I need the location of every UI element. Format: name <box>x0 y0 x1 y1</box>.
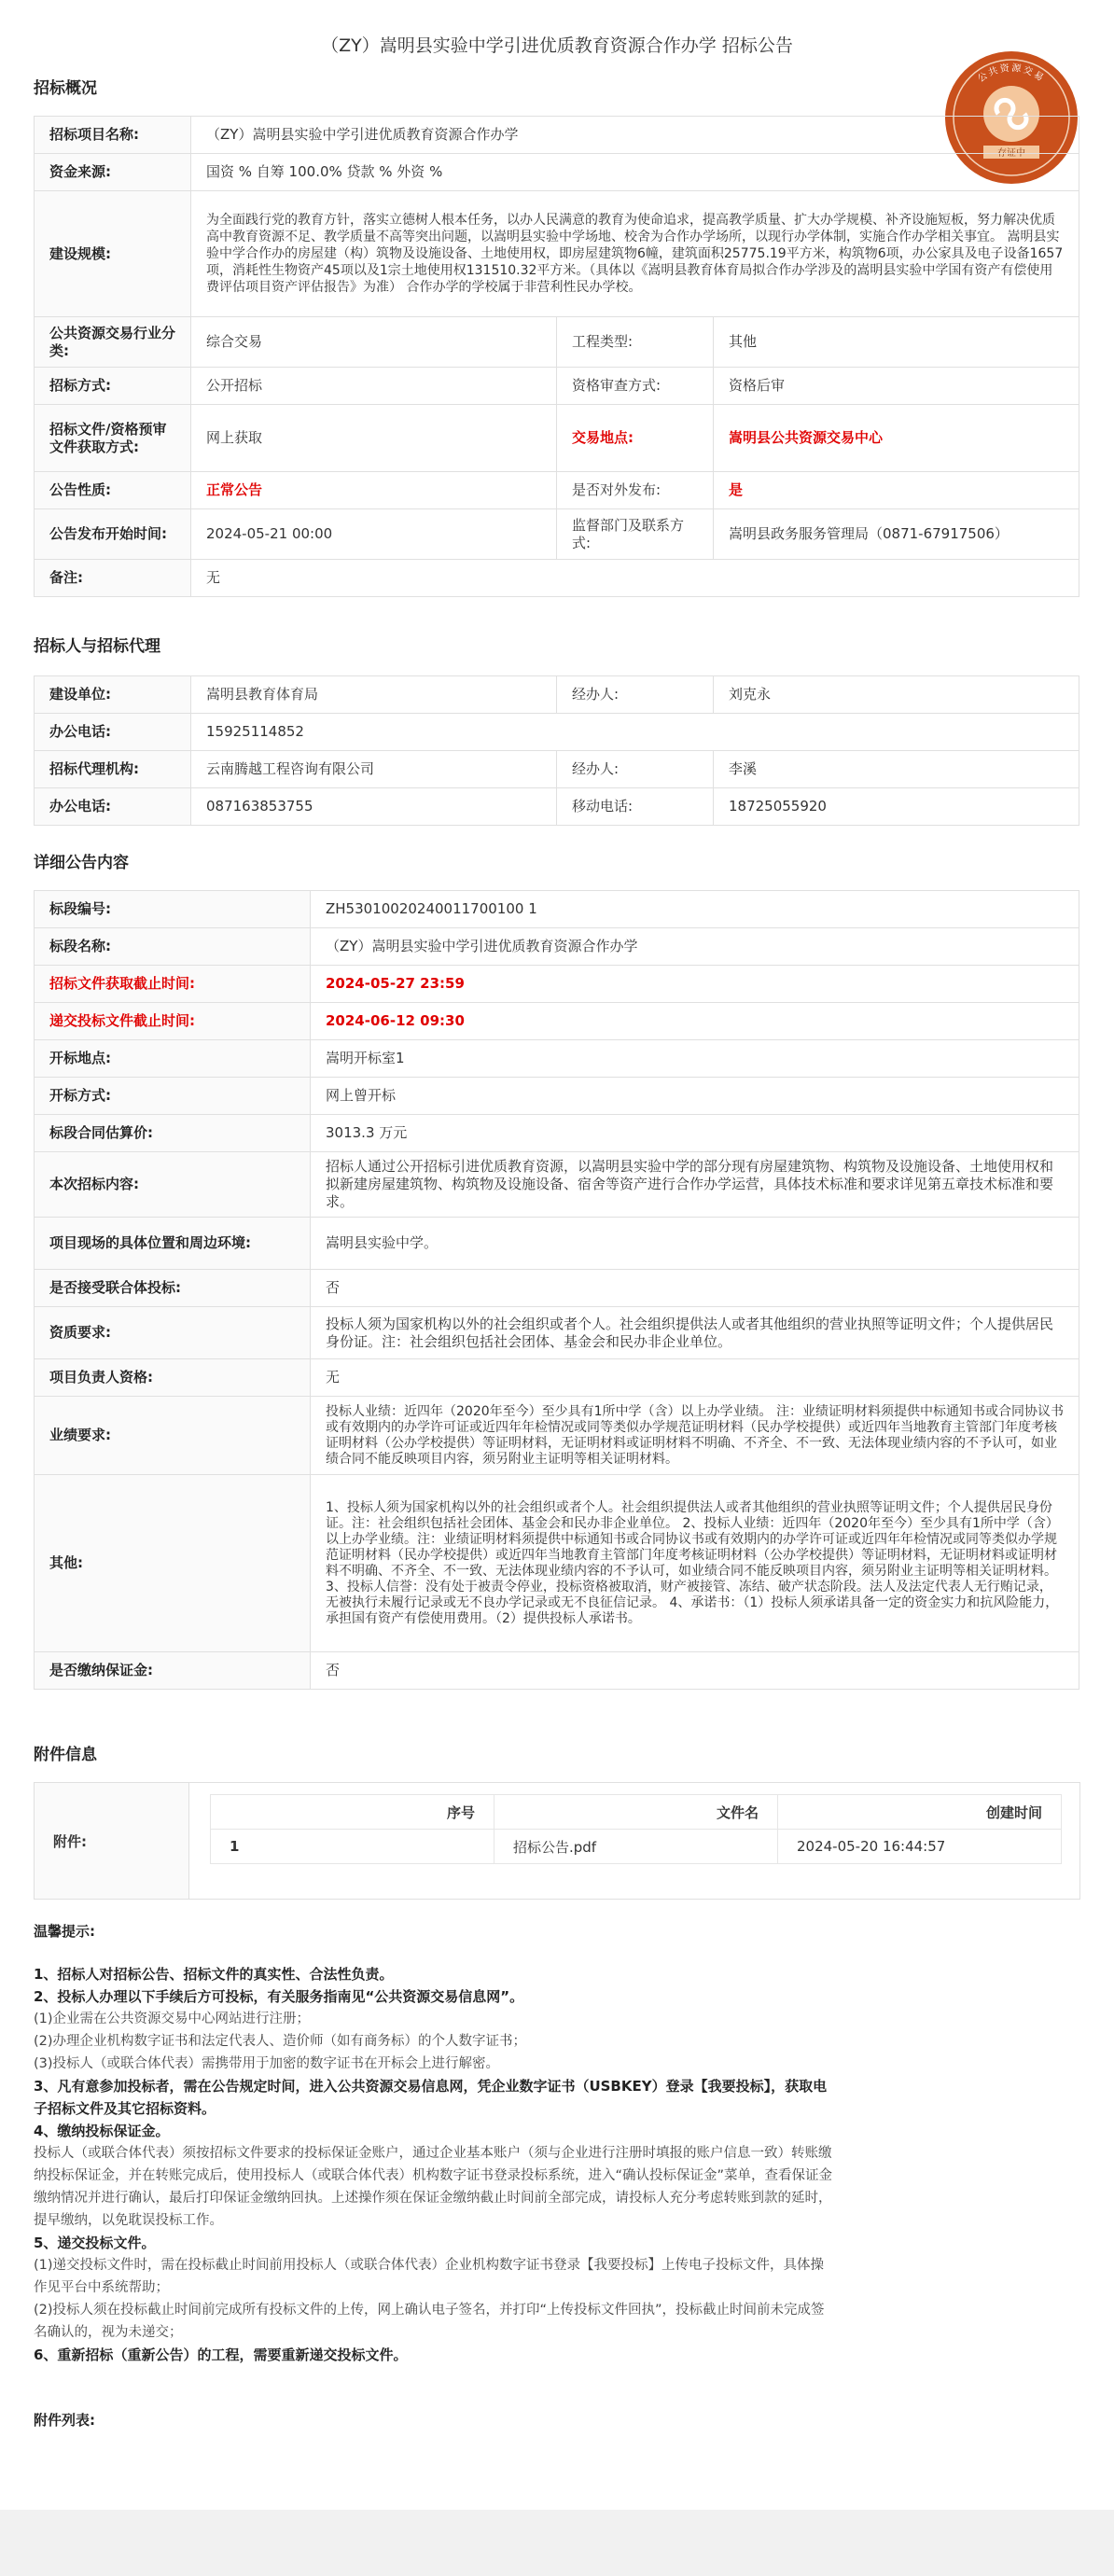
doc-label: 招标文件/资格预审文件获取方式: <box>35 405 191 472</box>
detail-row <box>35 1115 1079 1152</box>
detail-row <box>35 1218 1079 1270</box>
attach-list-label: 附件列表: <box>34 2412 95 2429</box>
section-title-overview: 招标概况 <box>34 79 97 98</box>
detail-row <box>35 1475 1079 1652</box>
notes-list <box>34 1963 836 2366</box>
note-line: 投标人（或联合体代表）须按招标文件要求的投标保证金账户，通过企业基本账户（须与企业进行注册时填报的账户信息一致）转账缴纳投标保证金，并在转账完成后，使用投标人（或联合体代表）机构数字证书登录投标系统，进入“确认投标保证金”菜单，查看保证金缴纳情况并进行确认，最后打印保证金缴纳回执。上述操作须在保证金缴纳截止时间前全部完成，请投标人充分考虑转账到款的延时，提早缴纳，以免耽误投标工作。 <box>34 2146 833 2228</box>
owner-value: 嵩明县教育体育局 <box>191 676 557 714</box>
project-name-label: 招标项目名称: <box>35 117 191 154</box>
detail-value: 无 <box>311 1359 1079 1397</box>
notes-title: 温馨提示: <box>34 1923 95 1940</box>
detail-value: 招标人通过公开招标引进优质教育资源，以嵩明县实验中学的部分现有房屋建筑物、构筑物及设施设备、土地使用权和拟新建房屋建筑物、构筑物及设施设备、宿舍等资产进行合作办学运营，具体技术标准和要求详见第五章技术标准和要求。 <box>311 1152 1079 1218</box>
detail-label: 是否接受联合体投标: <box>35 1270 311 1307</box>
etype-label: 工程类型: <box>557 317 714 368</box>
doc-value: 网上获取 <box>191 405 557 472</box>
handler2-value: 李溪 <box>714 751 1079 788</box>
detail-value: 网上曾开标 <box>311 1078 1079 1115</box>
seal-top-text: 公共资源交易 <box>976 63 1047 85</box>
tel2-label: 办公电话: <box>35 788 191 826</box>
method-value: 公开招标 <box>191 368 557 405</box>
detail-label: 业绩要求: <box>35 1397 311 1475</box>
nature-value: 正常公告 <box>191 472 557 509</box>
remark-value: 无 <box>191 560 1079 597</box>
overview-table <box>34 116 1079 597</box>
note-line: 1、招标人对招标公告、招标文件的真实性、合法性负责。 <box>34 1966 394 1983</box>
detail-value: 嵩明县实验中学。 <box>311 1218 1079 1270</box>
review-label: 资格审查方式: <box>557 368 714 405</box>
detail-row <box>35 1307 1079 1359</box>
scale-value: 为全面践行党的教育方针，落实立德树人根本任务，以办人民满意的教育为使命追求，提高教学质量、扩大办学规模、补齐设施短板，努力解决优质高中教育资源不足、教学质量不高等突出问题，以嵩明县实验中学场地、校舍为合作办学场所，以现行办学体制，实施合作办学相关事宜。 嵩明县实验中学合作办的房屋建（构）筑物及设施设备、土地使用权，即房屋建筑物6幢，建筑面积25775.19平方米，构筑物6项，办公家具及电子设备1657项，消耗性生物资产45项以及1宗土地使用权131510.32平方米。（具体以《嵩明县教育体育局拟合作办学涉及的嵩明县实验中学国有资产有偿使用费评估项目资产评估报告》为准） 合作办学的学校属于非营利性民办学校。 <box>191 191 1079 317</box>
notes-section <box>34 1920 836 2431</box>
detail-label: 开标地点: <box>35 1040 311 1078</box>
nature-label: 公告性质: <box>35 472 191 509</box>
mobile-value: 18725055920 <box>714 788 1079 826</box>
detail-label: 递交投标文件截止时间: <box>35 1003 311 1040</box>
detail-row <box>35 1270 1079 1307</box>
note-line: (1)企业需在公共资源交易中心网站进行注册； <box>34 2012 311 2026</box>
supervisor-label: 监督部门及联系方式: <box>557 509 714 560</box>
seal-bottom-text: 存证中 <box>997 148 1025 159</box>
handler1-value: 刘克永 <box>714 676 1079 714</box>
detail-row <box>35 1397 1079 1475</box>
attachment-box <box>34 1782 1080 1900</box>
detail-value: 嵩明开标室1 <box>311 1040 1079 1078</box>
att-no: 1 <box>211 1830 494 1864</box>
detail-row <box>35 1040 1079 1078</box>
detail-value: 2024-06-12 09:30 <box>311 1003 1079 1040</box>
detail-value: 投标人须为国家机构以外的社会组织或者个人。社会组织提供法人或者其他组织的营业执照等证明文件；个人提供居民身份证。注：社会组织包括社会团体、基金会和民办非企业单位。 <box>311 1307 1079 1359</box>
pubtime-label: 公告发布开始时间: <box>35 509 191 560</box>
note-line: (2)办理企业机构数字证书和法定代表人、造价师（如有商务标）的个人数字证书； <box>34 2034 527 2049</box>
att-header-no: 序号 <box>211 1795 494 1830</box>
method-label: 招标方式: <box>35 368 191 405</box>
attachment-row <box>211 1830 1062 1864</box>
detail-label: 标段合同估算价: <box>35 1115 311 1152</box>
tel2-value: 087163853755 <box>191 788 557 826</box>
ptype-label: 公共资源交易行业分类: <box>35 317 191 368</box>
section-title-attachments: 附件信息 <box>34 1746 97 1764</box>
detail-value: 1、投标人须为国家机构以外的社会组织或者个人。社会组织提供法人或者其他组织的营业执照等证明文件；个人提供居民身份证。注：社会组织包括社会团体、基金会和民办非企业单位。 2、投标人业绩：近四年（2020年至今）至少具有1所中学（含）以上办学业绩。注：业绩证明材料须提供中标通知书或合同协议书或有效期内的办学许可证或近四年年检情况或同等类似办学规范证明材料（民办学校提供）或近四年当地教育主管部门年度考核证明材料（公办学校提供）等证明材料，无证明材料或证明材料不明确、不齐全、不一致、无法体现业绩内容的不予认可，如业绩合同不能反映项目内容，须另附业主证明等相关证明材料。 3、投标人信誉：没有处于被责令停业，投标资格被取消，财产被接管、冻结、破产状态阶段。法人及法定代表人无行贿记录，无被执行未履行记录或无不良办学记录或无不良征信记录。 4、承诺书：（1）投标人须承诺具备一定的资金实力和抗风险能力，承担国有资产有偿使用费用。（2）提供投标人承诺书。 <box>311 1475 1079 1652</box>
details-table <box>34 890 1079 1690</box>
note-line: (1)递交投标文件时，需在投标截止时间前用投标人（或联合体代表）企业机构数字证书登录【我要投标】上传电子投标文件，具体操作见平台中系统帮助； <box>34 2258 825 2295</box>
section-title-parties: 招标人与招标代理 <box>34 637 160 656</box>
section-title-details: 详细公告内容 <box>34 854 129 872</box>
fund-label: 资金来源: <box>35 154 191 191</box>
note-line: 6、重新招标（重新公告）的工程，需要重新递交投标文件。 <box>34 2346 408 2363</box>
note-line: 4、缴纳投标保证金。 <box>34 2123 170 2139</box>
detail-label: 其他: <box>35 1475 311 1652</box>
review-value: 资格后审 <box>714 368 1079 405</box>
att-header-name: 文件名 <box>494 1795 778 1830</box>
note-line: 3、凡有意参加投标者，需在公告规定时间，进入公共资源交易信息网，凭企业数字证书（USBKEY）登录【我要投标】，获取电子招标文件及其它招标资料。 <box>34 2078 828 2117</box>
note-line: 5、递交投标文件。 <box>34 2235 156 2251</box>
detail-value: 投标人业绩：近四年（2020年至今）至少具有1所中学（含）以上办学业绩。 注：业绩证明材料须提供中标通知书或合同协议书或有效期内的办学许可证或近四年年检情况或同等类似办学规范证明材料（民办学校提供）或近四年当地教育主管部门年度考核证明材料（公办学校提供）等证明材料，无证明材料或证明材料不明确、不齐全、不一致、无法体现业绩内容的不予认可，如业绩合同不能反映项目内容，须另附业主证明等相关证明材料。 <box>311 1397 1079 1475</box>
detail-row <box>35 928 1079 966</box>
detail-label: 开标方式: <box>35 1078 311 1115</box>
handler1-label: 经办人: <box>557 676 714 714</box>
owner-label: 建设单位: <box>35 676 191 714</box>
footer-bar <box>0 2510 1114 2576</box>
detail-label: 是否缴纳保证金: <box>35 1652 311 1690</box>
detail-label: 项目负责人资格: <box>35 1359 311 1397</box>
project-name: （ZY）嵩明县实验中学引进优质教育资源合作办学 <box>191 117 1079 154</box>
att-file-link[interactable]: 招标公告.pdf <box>494 1830 778 1864</box>
note-line: (3)投标人（或联合体代表）需携带用于加密的数字证书在开标会上进行解密。 <box>34 2056 500 2071</box>
detail-row <box>35 1359 1079 1397</box>
detail-value: 否 <box>311 1270 1079 1307</box>
detail-row <box>35 966 1079 1003</box>
parties-table <box>34 675 1079 826</box>
detail-value: 2024-05-27 23:59 <box>311 966 1079 1003</box>
detail-label: 资质要求: <box>35 1307 311 1359</box>
page-title: （ZY）嵩明县实验中学引进优质教育资源合作办学 招标公告 <box>321 35 793 56</box>
detail-label: 项目现场的具体位置和周边环境: <box>35 1218 311 1270</box>
detail-label: 本次招标内容: <box>35 1152 311 1218</box>
venue-label: 交易地点: <box>557 405 714 472</box>
fund-value: 国资 % 自筹 100.0% 贷款 % 外资 % <box>191 154 1079 191</box>
tel1-value: 15925114852 <box>191 714 1079 751</box>
detail-row <box>35 1152 1079 1218</box>
detail-label: 招标文件获取截止时间: <box>35 966 311 1003</box>
detail-row <box>35 891 1079 928</box>
detail-row <box>35 1652 1079 1690</box>
remark-label: 备注: <box>35 560 191 597</box>
note-line: (2)投标人须在投标截止时间前完成所有投标文件的上传，网上确认电子签名，并打印“上传投标文件回执”，投标截止时间前未完成签名确认的，视为未递交； <box>34 2303 825 2340</box>
detail-value: 3013.3 万元 <box>311 1115 1079 1152</box>
handler2-label: 经办人: <box>557 751 714 788</box>
scale-label: 建设规模: <box>35 191 191 317</box>
detail-value: （ZY）嵩明县实验中学引进优质教育资源合作办学 <box>311 928 1079 966</box>
note-line: 2、投标人办理以下手续后方可投标，有关服务指南见“公共资源交易信息网”。 <box>34 1988 524 2005</box>
detail-row <box>35 1003 1079 1040</box>
detail-label: 标段名称: <box>35 928 311 966</box>
attachment-table <box>210 1794 1062 1864</box>
attachment-label: 附件: <box>35 1783 189 1899</box>
att-header-time: 创建时间 <box>778 1795 1062 1830</box>
detail-value: 否 <box>311 1652 1079 1690</box>
agent-value: 云南腾越工程咨询有限公司 <box>191 751 557 788</box>
agent-label: 招标代理机构: <box>35 751 191 788</box>
att-time: 2024-05-20 16:44:57 <box>778 1830 1062 1864</box>
venue-value: 嵩明县公共资源交易中心 <box>714 405 1079 472</box>
ptype-value: 综合交易 <box>191 317 557 368</box>
etype-value: 其他 <box>714 317 1079 368</box>
pubtime-value: 2024-05-21 00:00 <box>191 509 557 560</box>
detail-value: ZH53010020240011700100 1 <box>311 891 1079 928</box>
external-label: 是否对外发布: <box>557 472 714 509</box>
tel1-label: 办公电话: <box>35 714 191 751</box>
external-value: 是 <box>714 472 1079 509</box>
supervisor-value: 嵩明县政务服务管理局（0871-67917506） <box>714 509 1079 560</box>
detail-label: 标段编号: <box>35 891 311 928</box>
mobile-label: 移动电话: <box>557 788 714 826</box>
detail-row <box>35 1078 1079 1115</box>
